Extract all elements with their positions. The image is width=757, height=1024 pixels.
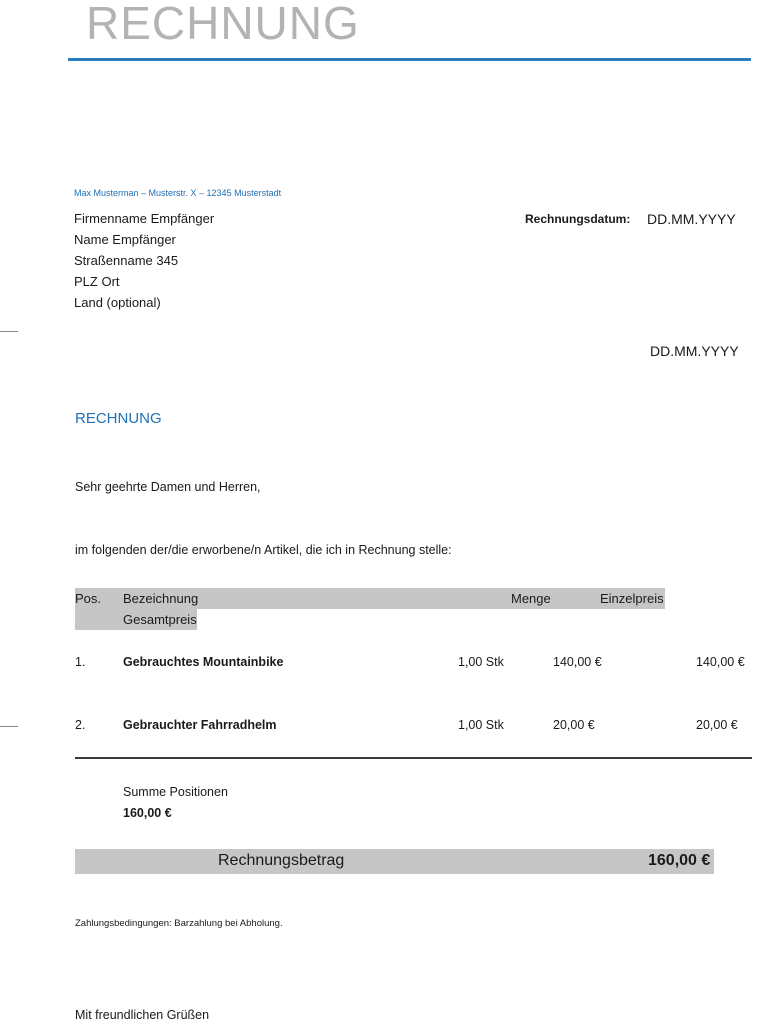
- row-1-total: 140,00 €: [696, 655, 745, 669]
- row-1-unit-price: 140,00 €: [553, 655, 602, 669]
- intro-text: im folgenden der/die erworbene/n Artikel, die ich in Rechnung stelle:: [75, 543, 452, 557]
- document-title: RECHNUNG: [86, 0, 360, 49]
- recipient-company: Firmenname Empfänger: [74, 211, 215, 226]
- recipient-city: PLZ Ort: [74, 274, 120, 289]
- invoice-total-bar: [75, 849, 714, 874]
- subtotal-label: Summe Positionen: [123, 785, 228, 799]
- salutation: Sehr geehrte Damen und Herren,: [75, 480, 261, 494]
- row-2-unit-price: 20,00 €: [553, 718, 595, 732]
- row-1-pos: 1.: [75, 655, 86, 669]
- fold-mark-bottom: [0, 726, 18, 727]
- sender-line: Max Musterman – Musterstr. X – 12345 Musterstadt: [74, 188, 282, 198]
- row-2-total: 20,00 €: [696, 718, 738, 732]
- subtotal-value: 160,00 €: [123, 806, 172, 820]
- invoice-date-value: DD.MM.YYYY: [647, 211, 736, 227]
- row-2-description: Gebrauchter Fahrradhelm: [123, 718, 277, 732]
- payment-terms: Zahlungsbedingungen: Barzahlung bei Abholung.: [75, 918, 283, 929]
- header-quantity: Menge: [511, 591, 551, 606]
- recipient-name: Name Empfänger: [74, 232, 176, 247]
- invoice-date-label: Rechnungsdatum:: [525, 212, 631, 226]
- header-pos: Pos.: [75, 591, 102, 606]
- fold-mark-top: [0, 331, 18, 332]
- row-1-quantity: 1,00 Stk: [458, 655, 504, 669]
- title-underline: [68, 58, 751, 61]
- section-heading: RECHNUNG: [75, 410, 162, 427]
- recipient-country: Land (optional): [74, 295, 161, 310]
- header-description: Bezeichnung: [123, 591, 199, 606]
- header-unit-price: Einzelpreis: [600, 591, 664, 606]
- row-1-description: Gebrauchtes Mountainbike: [123, 655, 284, 669]
- table-bottom-rule: [75, 757, 752, 759]
- invoice-total-label: Rechnungsbetrag: [218, 852, 345, 869]
- closing-text: Mit freundlichen Grüßen: [75, 1008, 210, 1022]
- header-total: Gesamtpreis: [123, 612, 197, 627]
- row-2-pos: 2.: [75, 718, 86, 732]
- invoice-total-value: 160,00 €: [648, 852, 711, 869]
- row-2-quantity: 1,00 Stk: [458, 718, 504, 732]
- recipient-street: Straßenname 345: [74, 253, 179, 268]
- document-date: DD.MM.YYYY: [650, 343, 739, 359]
